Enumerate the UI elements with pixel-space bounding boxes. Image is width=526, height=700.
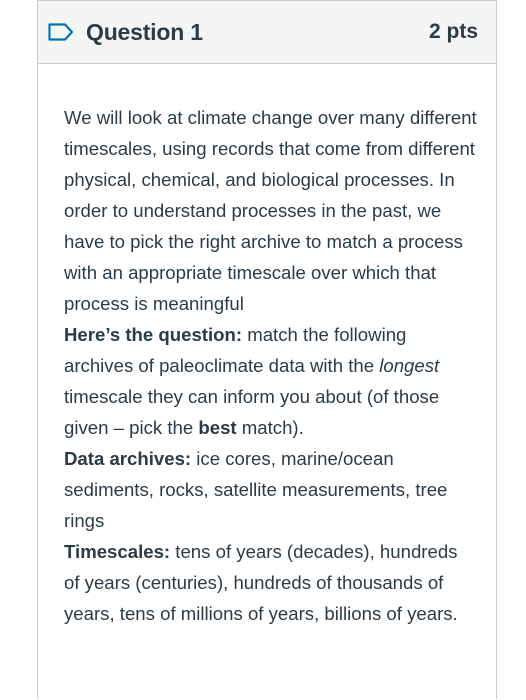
timescales-label: Timescales: [64, 541, 171, 562]
question-text-3: match). [236, 417, 304, 438]
question-body [38, 64, 496, 629]
question-text-2: timescale they can inform you about (of those given – pick the [64, 386, 440, 438]
question-text-1: match the following archives of paleoclimate data with the [64, 324, 407, 376]
timescales-paragraph [64, 536, 478, 629]
archives-paragraph [64, 443, 478, 536]
question-points: 2 pts [428, 20, 478, 43]
timescales-text: tens of years (decades), hundreds of years (centuries), hundreds of thousands of years, tens of millions of years, billions of years. [64, 541, 458, 624]
question-paragraph [64, 319, 478, 443]
archives-label: Data archives: [64, 448, 192, 469]
question-best: best [198, 417, 237, 438]
question-label: Here’s the question: [64, 324, 243, 345]
question-card [37, 0, 497, 699]
flag-outline-icon[interactable] [48, 23, 74, 41]
question-title: Question 1 [86, 18, 203, 45]
archives-text: ice cores, marine/ocean sediments, rocks, satellite measurements, tree rings [64, 448, 448, 531]
intro-text: We will look at climate change over many different timescales, using records that come from different physical, chemical, and biological processes. In order to understand processes in the past, we have to pick the right archive to match a process with an appropriate timescale over which that process is meaningful [64, 107, 477, 314]
question-header [38, 0, 496, 64]
question-emphasis: longest [379, 355, 440, 376]
